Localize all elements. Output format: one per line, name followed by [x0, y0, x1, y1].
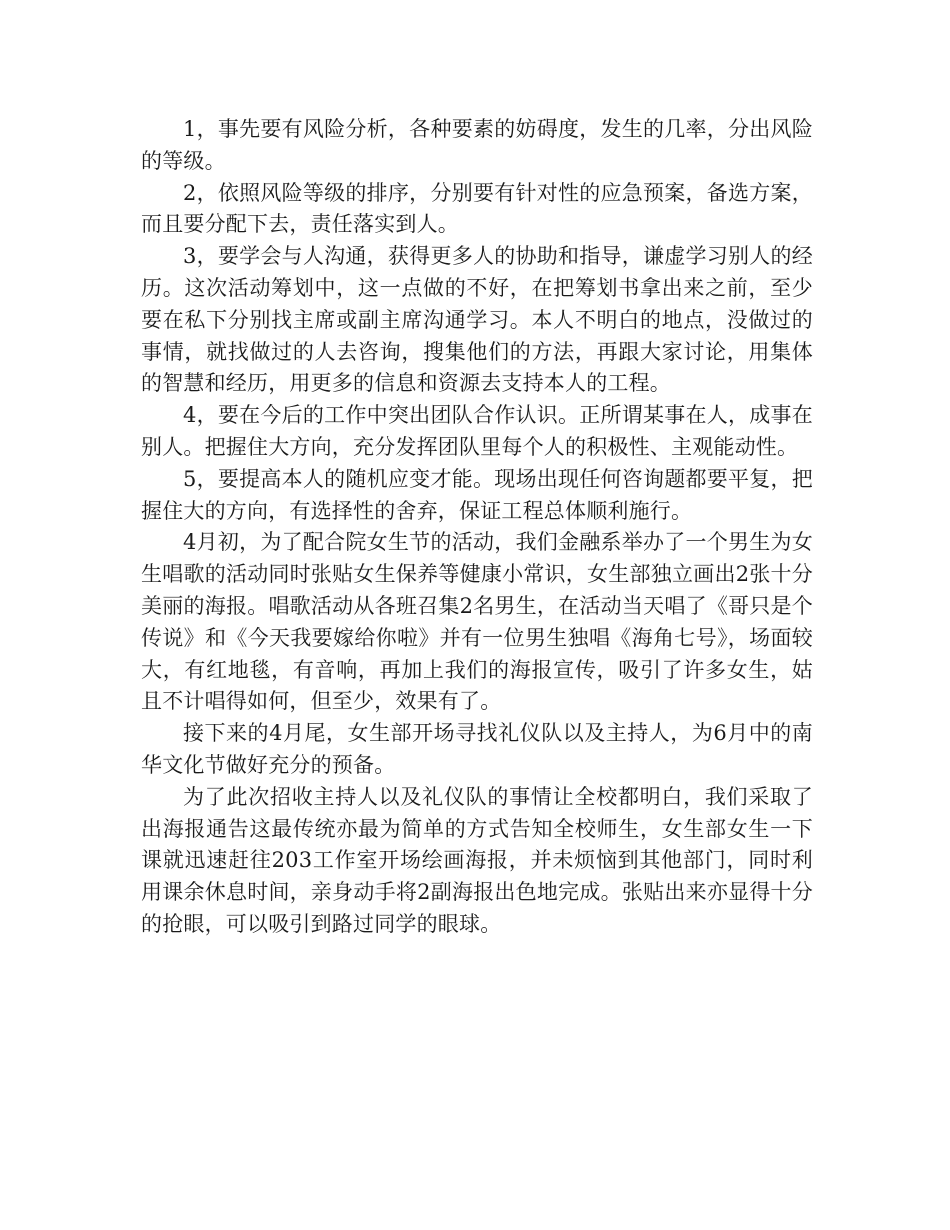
paragraph-4: 4，要在今后的工作中突出团队合作认识。正所谓某事在人，成事在别人。把握住大方向，充分发挥团队里每个人的积极性、主观能动性。	[141, 403, 813, 459]
paragraph-6: 4月初，为了配合院女生节的活动，我们金融系举办了一个男生为女生唱歌的活动同时张贴女生保养等健康小常识，女生部独立画出2张十分美丽的海报。唱歌活动从各班召集2名男生，在活动当天唱了《哥只是个传说》和《今天我要嫁给你啦》并有一位男生独唱《海角七号》，场面较大，有红地毯，有音响，再加上我们的海报宣传，吸引了许多女生，姑且不计唱得如何，但至少，效果有了。	[141, 530, 813, 714]
paragraph-3: 3，要学会与人沟通，获得更多人的协助和指导，谦虚学习别人的经历。这次活动筹划中，这一点做的不好，在把筹划书拿出来之前，至少要在私下分别找主席或副主席沟通学习。本人不明白的地点，没做过的事情，就找做过的人去咨询，搜集他们的方法，再跟大家讨论，用集体的智慧和经历，用更多的信息和资源去支持本人的工程。	[141, 244, 813, 396]
paragraph-7: 接下来的4月尾，女生部开场寻找礼仪队以及主持人，为6月中的南华文化节做好充分的预备。	[141, 721, 813, 777]
paragraph-8: 为了此次招收主持人以及礼仪队的事情让全校都明白，我们采取了出海报通告这最传统亦最为简单的方式告知全校师生，女生部女生一下课就迅速赶往203工作室开场绘画海报，并未烦恼到其他部门，同时利用课余休息时间，亲身动手将2副海报出色地完成。张贴出来亦显得十分的抢眼，可以吸引到路过同学的眼球。	[141, 784, 813, 936]
paragraph-5: 5，要提高本人的随机应变才能。现场出现任何咨询题都要平复，把握住大的方向，有选择性的舍弃，保证工程总体顺利施行。	[141, 466, 813, 523]
document-body	[141, 114, 813, 941]
paragraph-1: 1，事先要有风险分析，各种要素的妨碍度，发生的几率，分出风险的等级。	[141, 117, 813, 173]
paragraph-2: 2，依照风险等级的排序，分别要有针对性的应急预案，备选方案，而且要分配下去，责任落实到人。	[141, 180, 813, 237]
